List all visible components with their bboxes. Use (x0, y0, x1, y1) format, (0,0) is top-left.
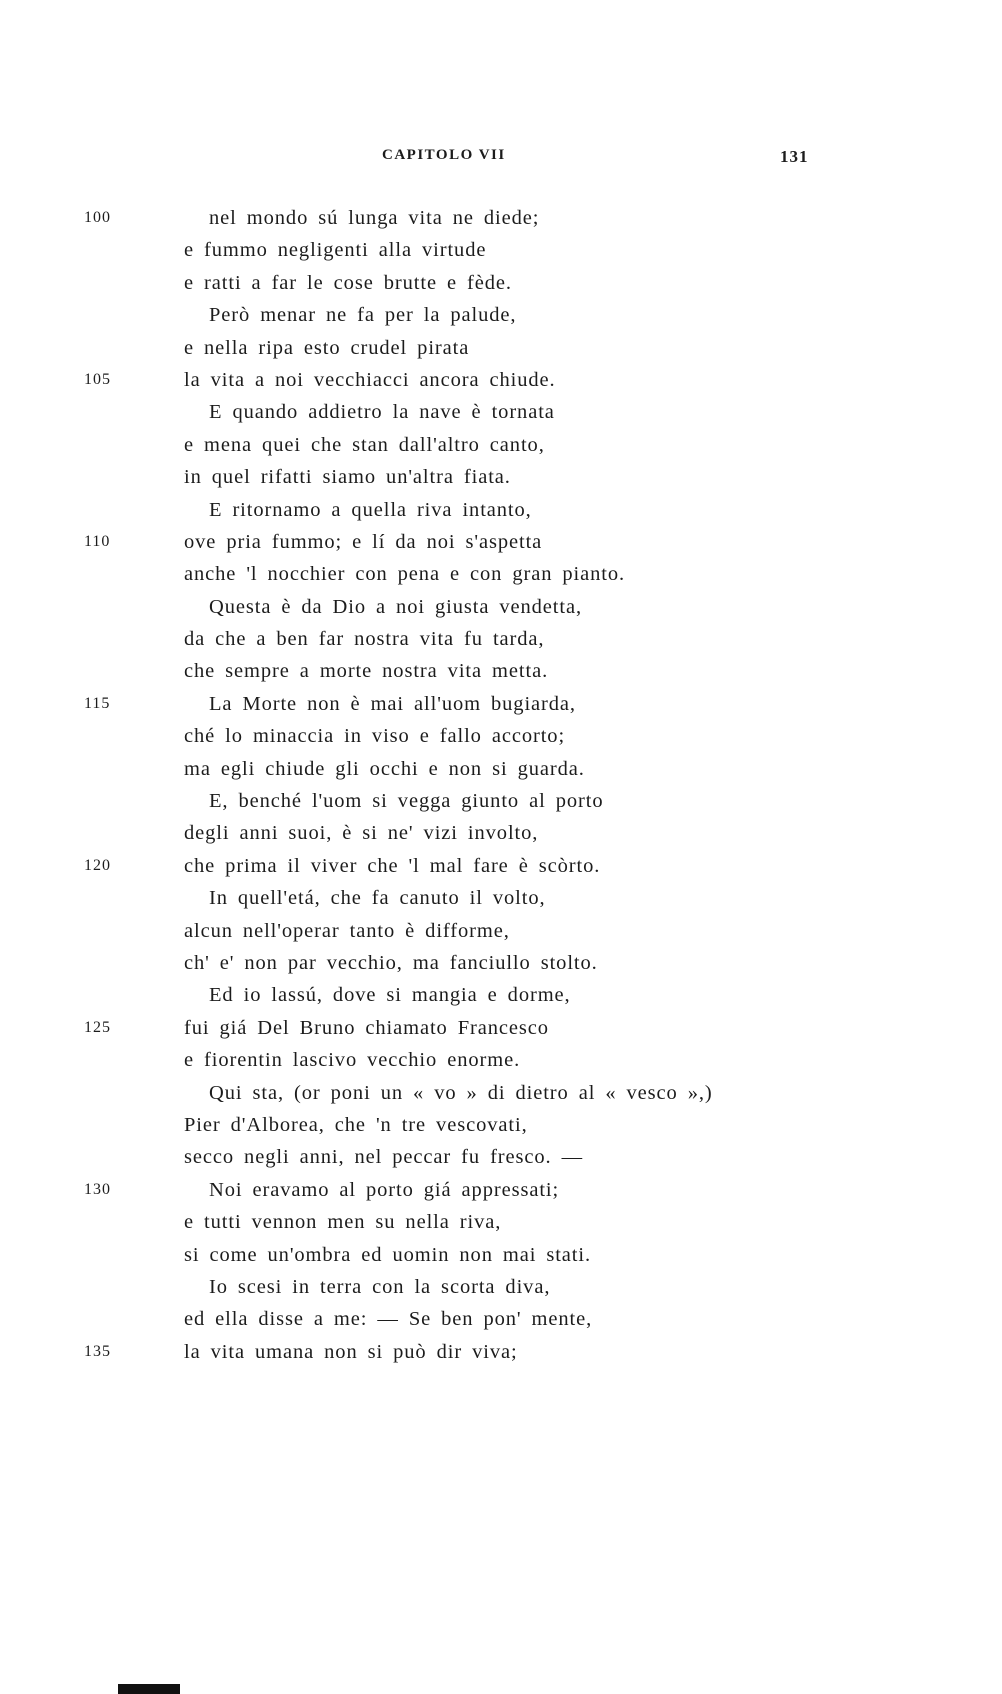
verse-line (0, 1109, 1002, 1141)
verse-text: e mena quei che stan dall'altro canto, (184, 433, 545, 456)
page-number: 131 (780, 147, 809, 166)
running-head (0, 147, 1002, 171)
verse-line (0, 461, 1002, 493)
verse-line (0, 1239, 1002, 1271)
verse-text: la vita umana non si può dir viva; (184, 1340, 518, 1363)
verse-text: Qui sta, (or poni un « vo » di dietro al « vesco »,) (209, 1081, 713, 1104)
verse-text: alcun nell'operar tanto è difforme, (184, 919, 510, 942)
verse-text: che prima il viver che 'l mal fare è scòrto. (184, 854, 601, 877)
verse-line (0, 1012, 1002, 1044)
verse-text: fui giá Del Bruno chiamato Francesco (184, 1016, 549, 1039)
line-number: 115 (84, 694, 111, 712)
verse-text: anche 'l nocchier con pena e con gran pianto. (184, 563, 626, 586)
verse-text: ove pria fummo; e lí da noi s'aspetta (184, 530, 543, 553)
verse-text: E, benché l'uom si vegga giunto al porto (209, 790, 604, 813)
verse-text: e fummo negligenti alla virtude (184, 239, 487, 262)
verse-text: ch' e' non par vecchio, ma fanciullo stolto. (184, 951, 598, 974)
verse-text: Ed io lassú, dove si mangia e dorme, (209, 984, 571, 1007)
verse-line (0, 979, 1002, 1011)
line-number: 135 (84, 1342, 111, 1360)
verse-line (0, 364, 1002, 396)
verse-text: E quando addietro la nave è tornata (209, 401, 555, 424)
line-number: 120 (84, 856, 111, 874)
verse-line (0, 850, 1002, 882)
verse-text: ché lo minaccia in viso e fallo accorto; (184, 725, 566, 748)
line-number: 130 (84, 1180, 111, 1198)
verse-text: e nella ripa esto crudel pirata (184, 336, 470, 359)
scan-mark (118, 1684, 180, 1694)
verse-line (0, 332, 1002, 364)
verse-line (0, 785, 1002, 817)
verse-text: Io scesi in terra con la scorta diva, (209, 1275, 551, 1298)
verse-text: E ritornamo a quella riva intanto, (209, 498, 532, 521)
verse-text: In quell'etá, che fa canuto il volto, (209, 887, 546, 910)
verse-line (0, 494, 1002, 526)
verse-text: in quel rifatti siamo un'altra fiata. (184, 466, 511, 489)
verse-line (0, 720, 1002, 752)
verse-line (0, 655, 1002, 687)
verse-line (0, 882, 1002, 914)
verse-line (0, 1174, 1002, 1206)
verse-line (0, 1141, 1002, 1173)
verse-text: Questa è da Dio a noi giusta vendetta, (209, 595, 583, 618)
verse-line (0, 591, 1002, 623)
verse-line (0, 817, 1002, 849)
verse-text: nel mondo sú lunga vita ne diede; (209, 207, 540, 229)
verse-line (0, 558, 1002, 590)
verse-text: ed ella disse a me: — Se ben pon' mente, (184, 1308, 593, 1331)
verse-line (0, 1336, 1002, 1368)
verse-text: secco negli anni, nel peccar fu fresco. — (184, 1146, 584, 1169)
verse-text: si come un'ombra ed uomin non mai stati. (184, 1243, 592, 1266)
verse-line (0, 1044, 1002, 1076)
verse-line (0, 1303, 1002, 1335)
verse-line (0, 1206, 1002, 1238)
verse-line (0, 1271, 1002, 1303)
verse-line (0, 234, 1002, 266)
verse-text: Pier d'Alborea, che 'n tre vescovati, (184, 1113, 528, 1136)
verse-line (0, 915, 1002, 947)
verse-text: e ratti a far le cose brutte e fède. (184, 271, 512, 294)
line-number: 105 (84, 370, 111, 388)
verse-line (0, 947, 1002, 979)
verse-text: e tutti vennon men su nella riva, (184, 1211, 502, 1234)
verse-line (0, 267, 1002, 299)
verse-line (0, 202, 1002, 234)
chapter-title: CAPITOLO VII (382, 147, 506, 163)
verse-line (0, 753, 1002, 785)
verse-text: e fiorentin lascivo vecchio enorme. (184, 1049, 521, 1072)
verse-block (0, 202, 1002, 1368)
verse-text: La Morte non è mai all'uom bugiarda, (209, 692, 576, 715)
verse-text: degli anni suoi, è si ne' vizi involto, (184, 822, 539, 845)
verse-text: Però menar ne fa per la palude, (209, 304, 517, 327)
verse-text: ma egli chiude gli occhi e non si guarda. (184, 757, 585, 780)
verse-line (0, 429, 1002, 461)
verse-text: da che a ben far nostra vita fu tarda, (184, 628, 545, 651)
verse-line (0, 623, 1002, 655)
verse-text: Noi eravamo al porto giá appressati; (209, 1178, 560, 1201)
line-number: 110 (84, 532, 111, 550)
verse-line (0, 299, 1002, 331)
verse-line (0, 396, 1002, 428)
verse-line (0, 526, 1002, 558)
verse-line (0, 1077, 1002, 1109)
line-number: 125 (84, 1018, 111, 1036)
verse-text: che sempre a morte nostra vita metta. (184, 660, 549, 683)
verse-line (0, 688, 1002, 720)
verse-text: la vita a noi vecchiacci ancora chiude. (184, 368, 556, 391)
line-number: 100 (84, 209, 111, 226)
